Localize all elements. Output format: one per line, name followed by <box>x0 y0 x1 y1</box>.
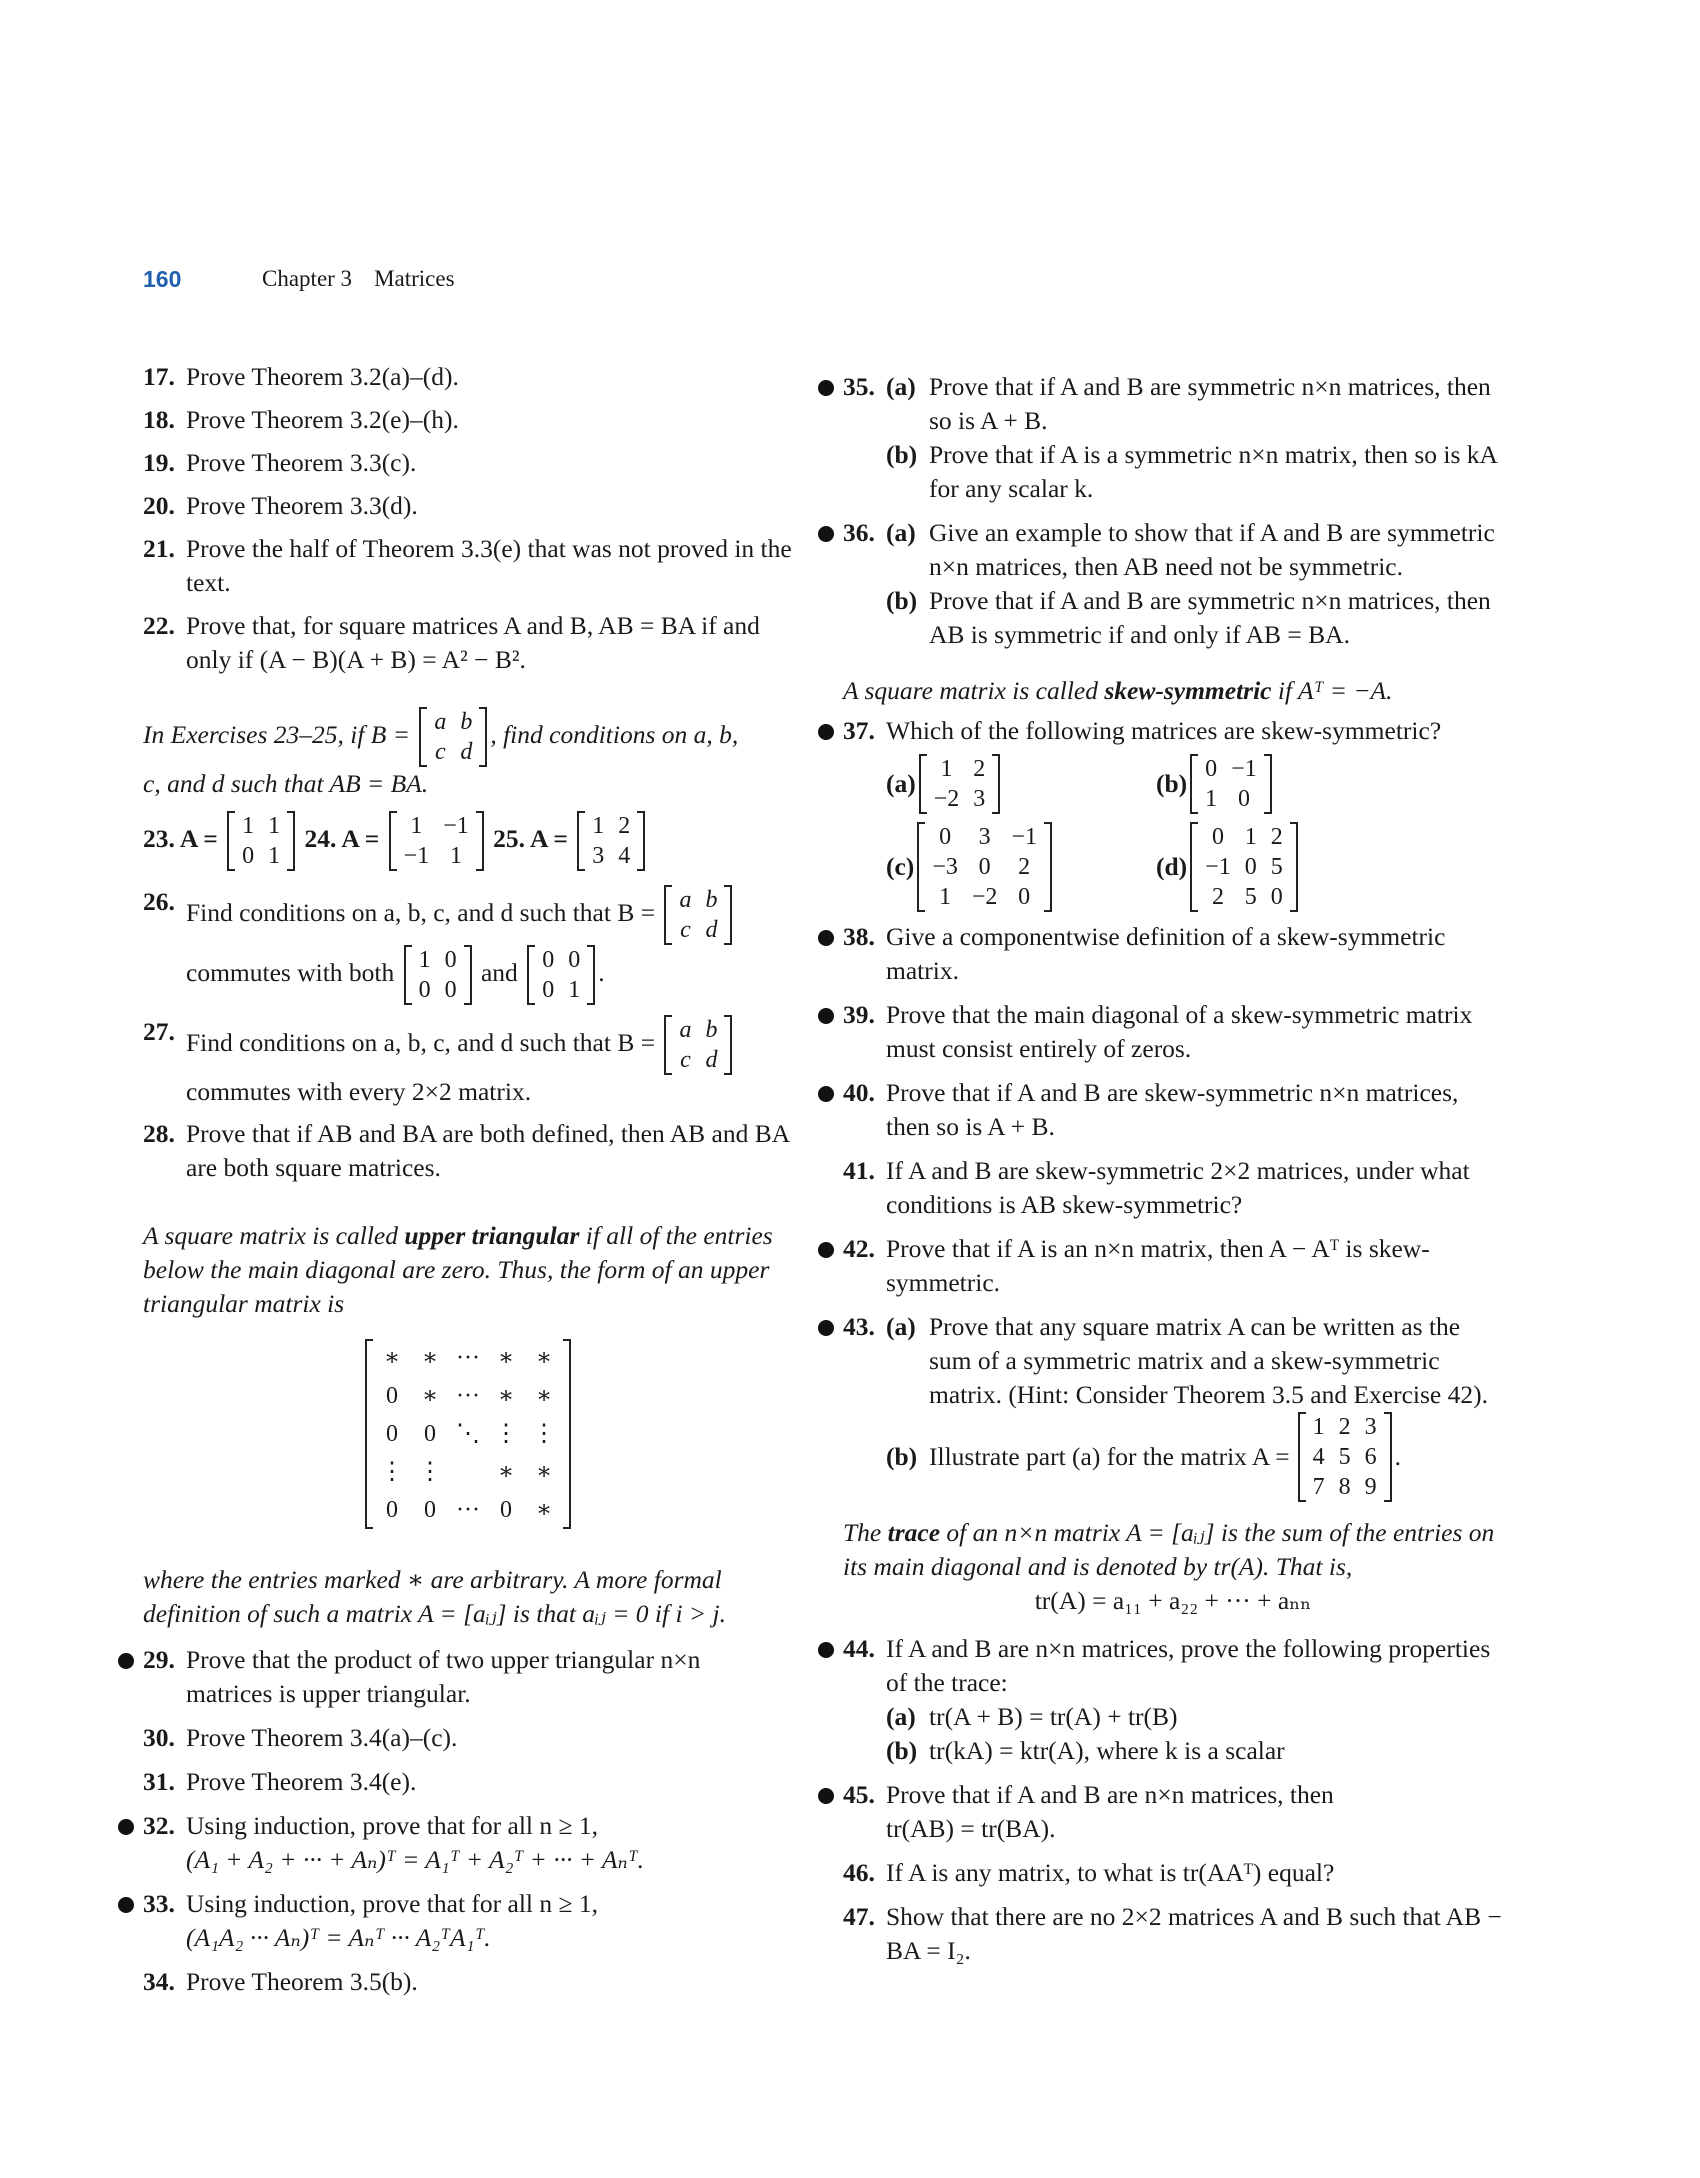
matrix-cell: 1 <box>592 813 605 839</box>
matrix-26b <box>527 945 595 1005</box>
matrix-37d-table <box>1198 822 1290 912</box>
upper-triangular-definition <box>143 1219 793 1321</box>
matrix-cell: 5 <box>1244 884 1257 910</box>
exercise-text: If A and B are n×n matrices, prove the following properties of the trace: <box>886 1634 1491 1697</box>
intro-text: c, and d such that AB = BA. <box>143 769 429 798</box>
exercise-number: 47. <box>843 1902 875 1931</box>
matrix-37b <box>1190 754 1272 814</box>
exercise-38 <box>843 920 1503 988</box>
exercise-number: 29. <box>143 1645 175 1674</box>
matrix-cell: 7 <box>1312 1474 1325 1500</box>
matrix-cell: ··· <box>456 1345 480 1371</box>
exercise-text: Prove Theorem 3.3(d). <box>186 491 418 520</box>
matrix-37a-table <box>927 754 993 814</box>
exercise-number: 34. <box>143 1967 175 1996</box>
part-text: tr(kA) = ktr(A), where k is a scalar <box>929 1736 1285 1765</box>
part-text: Prove that any square matrix A can be written as the sum of a symmetric matrix and a skew-symmetric matrix. (Hint: Consider Theorem 3.5 and Exercise 42). <box>929 1312 1488 1409</box>
exercise-35 <box>843 370 1503 506</box>
exercise-number: 45. <box>843 1780 875 1809</box>
matrix-cell: ⋮ <box>494 1421 518 1447</box>
matrix-cell: 0 <box>939 824 952 850</box>
exercise-number: 38. <box>843 922 875 951</box>
exercise-number: 43. <box>843 1312 875 1341</box>
matrix-26a-table <box>412 945 464 1005</box>
part-label: (a) <box>886 1702 916 1731</box>
matrix-cell: 1 <box>242 813 255 839</box>
matrix-cell: −3 <box>932 854 958 880</box>
exercise-21 <box>143 532 793 600</box>
exercise-number: 32. <box>143 1811 175 1840</box>
matrix-cell: 3 <box>592 843 605 869</box>
definition-term: upper triangular <box>404 1221 580 1250</box>
matrix-cell: −1 <box>1011 824 1037 850</box>
matrix-cell: b <box>460 709 473 735</box>
matrix-cell <box>449 1453 487 1491</box>
exercise-text: Prove that if A and B are n×n matrices, then <box>886 1780 1334 1809</box>
definition-text: A square matrix is called <box>843 676 1098 705</box>
matrix-cell: 0 <box>1205 756 1218 782</box>
exercise-36b <box>886 584 1503 652</box>
part-text: tr(A + B) = tr(A) + tr(B) <box>929 1702 1178 1731</box>
exercise-formula: (A₁ + A₂ + ··· + Aₙ)ᵀ = A₁ᵀ + A₂ᵀ + ··· + Aₙᵀ. <box>186 1845 644 1874</box>
matrix-cell: c <box>680 917 691 943</box>
exercise-text: If A is any matrix, to what is tr(AAᵀ) equal? <box>886 1858 1335 1887</box>
matrix-cell: 0 <box>418 977 431 1003</box>
exercise-29 <box>143 1643 793 1711</box>
matrix-cell: d <box>705 917 718 943</box>
matrix-cell: ⋱ <box>456 1421 480 1447</box>
bullet-icon <box>818 1320 834 1336</box>
part-label: (b) <box>886 1442 918 1471</box>
bullet-icon <box>818 724 834 740</box>
matrix-cell: ∗ <box>421 1383 439 1409</box>
exercise-text: Give a componentwise definition of a skew-symmetric matrix. <box>886 922 1446 985</box>
matrix-b-table <box>672 1015 724 1075</box>
exercise-number: 27. <box>143 1017 175 1046</box>
exercise-24-label: 24. A = <box>304 823 380 853</box>
part-label: (d) <box>1156 852 1188 881</box>
upper-triangular-table <box>373 1339 563 1529</box>
exercise-37 <box>843 714 1503 748</box>
right-column <box>843 370 1503 1968</box>
part-text: Prove that if A and B are symmetric n×n matrices, then so is A + B. <box>929 372 1491 435</box>
exercise-27 <box>143 1015 793 1109</box>
exercise-30 <box>143 1721 793 1755</box>
matrix-cell: 1 <box>939 884 952 910</box>
part-label: (a) <box>886 372 916 401</box>
matrix-cell: 0 <box>1270 884 1283 910</box>
matrix-43 <box>1298 1412 1392 1502</box>
matrix-cell: 0 <box>424 1497 436 1523</box>
matrix-25 <box>577 811 645 871</box>
part-label: (b) <box>886 1736 918 1765</box>
exercise-number: 46. <box>843 1858 875 1887</box>
part-text: Give an example to show that if A and B are symmetric n×n matrices, then AB need not be symmetric. <box>929 518 1495 581</box>
exercise-number: 18. <box>143 405 175 434</box>
matrix-cell: −1 <box>1205 854 1231 880</box>
matrix-row <box>886 754 1503 814</box>
matrix-cell: 0 <box>386 1497 398 1523</box>
matrix-b-table <box>672 885 724 945</box>
matrix-25-table <box>585 811 637 871</box>
exercise-number: 44. <box>843 1634 875 1663</box>
definition-text: if Aᵀ = −A. <box>1277 676 1393 705</box>
definition-term: trace <box>887 1518 941 1547</box>
matrix-cell: c <box>435 739 446 765</box>
exercise-text: Prove Theorem 3.4(a)–(c). <box>186 1723 458 1752</box>
part-label: (a) <box>886 769 916 798</box>
matrix-23 <box>227 811 295 871</box>
bullet-icon <box>818 1008 834 1024</box>
exercise-32 <box>143 1809 793 1877</box>
matrix-cell: ∗ <box>535 1497 553 1523</box>
matrix-cell: 2 <box>1211 884 1224 910</box>
matrix-cell: ··· <box>456 1497 480 1523</box>
matrix-cell: a <box>679 887 692 913</box>
matrix-row <box>886 822 1503 912</box>
exercise-text: Using induction, prove that for all n ≥ 1, <box>186 1811 599 1840</box>
exercise-text: Prove that if A is an n×n matrix, then A − Aᵀ is skew-symmetric. <box>886 1234 1430 1297</box>
exercise-text: Prove Theorem 3.4(e). <box>186 1767 417 1796</box>
matrix-cell: 1 <box>268 813 281 839</box>
exercise-text: If A and B are skew-symmetric 2×2 matrices, under what conditions is AB skew-symmetric? <box>886 1156 1470 1219</box>
matrix-b <box>664 885 732 945</box>
exercise-47 <box>843 1900 1503 1968</box>
bullet-icon <box>818 930 834 946</box>
bullet-icon <box>118 1653 134 1669</box>
matrix-cell: 0 <box>444 977 457 1003</box>
exercise-text: Find conditions on a, b, c, and d such that B = <box>186 897 656 927</box>
matrix-cell: 0 <box>386 1383 398 1409</box>
chapter-label: Chapter 3 <box>262 266 353 291</box>
matrix-cell: 2 <box>1270 824 1283 850</box>
matrix-cell: ··· <box>456 1383 480 1409</box>
intro-text: , find conditions on a, b, <box>490 719 739 749</box>
matrix-37a <box>919 754 1001 814</box>
exercise-number: 36. <box>843 518 875 547</box>
matrix-cell: 0 <box>242 843 255 869</box>
exercise-number: 21. <box>143 534 175 563</box>
matrix-cell: 1 <box>418 947 431 973</box>
matrix-cell: 3 <box>978 824 991 850</box>
upper-triangular-matrix <box>365 1339 571 1529</box>
exercise-text: Prove that, for square matrices A and B, AB = BA if and only if (A − B)(A + B) = A² − B². <box>186 611 760 674</box>
exercise-number: 19. <box>143 448 175 477</box>
exercise-number: 28. <box>143 1119 175 1148</box>
matrix-cell: 0 <box>542 947 555 973</box>
exercise-36 <box>843 516 1503 652</box>
matrix-cell: 0 <box>444 947 457 973</box>
exercise-text: Prove that the main diagonal of a skew-symmetric matrix must consist entirely of zeros. <box>886 1000 1473 1063</box>
exercise-44b <box>886 1734 1503 1768</box>
matrix-cell: c <box>680 1047 691 1073</box>
part-label: (c) <box>886 852 915 881</box>
matrix-cell: 0 <box>386 1421 398 1447</box>
exercise-number: 40. <box>843 1078 875 1107</box>
part-text: Prove that if A is a symmetric n×n matrix, then so is kA for any scalar k. <box>929 440 1497 503</box>
matrix-b <box>419 707 487 767</box>
matrix-cell: 1 <box>410 813 423 839</box>
matrix-37c <box>917 822 1052 912</box>
matrix-cell: 9 <box>1364 1474 1377 1500</box>
bullet-icon <box>818 1086 834 1102</box>
trace-formula: tr(A) = a₁₁ + a₂₂ + ··· + aₙₙ <box>1034 1586 1312 1615</box>
matrix-23-table <box>235 811 287 871</box>
exercise-35b <box>886 438 1503 506</box>
matrix-cell: ∗ <box>383 1345 401 1371</box>
exercise-text: Prove that if AB and BA are both defined, then AB and BA are both square matrices. <box>186 1119 789 1182</box>
matrix-cell: ∗ <box>421 1345 439 1371</box>
exercise-46 <box>843 1856 1503 1890</box>
matrix-37b-table <box>1198 754 1264 814</box>
matrix-cell: −2 <box>933 786 960 812</box>
definition-text: of an n×n matrix A = [aᵢⱼ] is the sum of the entries on its main diagonal and is denoted by tr(A). That is, <box>843 1518 1495 1581</box>
exercise-35a <box>886 370 1503 438</box>
matrix-cell: 5 <box>1338 1444 1351 1470</box>
exercise-number: 33. <box>143 1889 175 1918</box>
exercise-45 <box>843 1778 1503 1846</box>
matrix-cell: 4 <box>618 843 631 869</box>
bullet-icon <box>118 1897 134 1913</box>
matrix-cell: 1 <box>940 756 953 782</box>
page-number: 160 <box>143 266 182 292</box>
matrix-cell: 3 <box>973 786 986 812</box>
matrix-cell: 0 <box>500 1497 512 1523</box>
exercise-25-label: 25. A = <box>493 823 568 853</box>
part-label: (b) <box>1156 769 1188 798</box>
exercise-text: Prove the half of Theorem 3.3(e) that was not proved in the text. <box>186 534 792 597</box>
matrix-cell: 0 <box>424 1421 436 1447</box>
exercise-formula: tr(AB) = tr(BA). <box>886 1814 1056 1843</box>
part-label: (a) <box>886 1312 916 1341</box>
exercise-number: 37. <box>843 716 875 745</box>
exercise-number: 26. <box>143 887 175 916</box>
left-column <box>143 360 793 1999</box>
matrix-cell: 2 <box>1338 1414 1351 1440</box>
exercise-36a <box>886 516 1503 584</box>
matrix-cell: 1 <box>568 977 581 1003</box>
exercise-number: 42. <box>843 1234 875 1263</box>
matrix-cell: 0 <box>542 977 555 1003</box>
matrix-cell: ⋮ <box>380 1459 404 1485</box>
exercise-37-matrices <box>843 754 1503 912</box>
exercise-text: Using induction, prove that for all n ≥ 1, <box>186 1889 599 1918</box>
bullet-icon <box>118 1819 134 1835</box>
skew-symmetric-definition <box>843 674 1503 708</box>
matrix-cell: b <box>705 887 718 913</box>
matrix-cell: d <box>705 1047 718 1073</box>
exercise-text: and <box>480 957 518 987</box>
matrix-24 <box>389 811 484 871</box>
exercise-40 <box>843 1076 1503 1144</box>
intro-text: In Exercises 23–25, if B = <box>143 719 410 749</box>
matrix-cell: 3 <box>1364 1414 1377 1440</box>
exercise-number: 35. <box>843 372 875 401</box>
matrix-37d <box>1190 822 1298 912</box>
exercise-39 <box>843 998 1503 1066</box>
bullet-icon <box>818 1242 834 1258</box>
exercise-text: Prove that if A and B are skew-symmetric n×n matrices, then so is A + B. <box>886 1078 1459 1141</box>
matrix-cell: 8 <box>1338 1474 1351 1500</box>
part-label: (a) <box>886 518 916 547</box>
bullet-icon <box>818 526 834 542</box>
exercise-number: 31. <box>143 1767 175 1796</box>
matrix-37c-wrap <box>886 822 1156 912</box>
matrix-cell: b <box>705 1017 718 1043</box>
exercise-33 <box>143 1887 793 1955</box>
exercise-28 <box>143 1117 793 1185</box>
matrix-cell: 5 <box>1270 854 1283 880</box>
matrix-cell: 2 <box>1018 854 1031 880</box>
matrix-37d-wrap <box>1156 822 1301 912</box>
matrix-cell: −2 <box>971 884 998 910</box>
exercise-number: 30. <box>143 1723 175 1752</box>
matrix-cell: 0 <box>1018 884 1031 910</box>
matrix-cell: 2 <box>618 813 631 839</box>
matrix-37b-wrap <box>1156 754 1275 814</box>
matrix-cell: 1 <box>1205 786 1218 812</box>
matrix-cell: 6 <box>1364 1444 1377 1470</box>
exercise-text: commutes with both <box>186 957 395 987</box>
matrix-cell: ∗ <box>497 1459 515 1485</box>
matrix-cell: 4 <box>1312 1444 1325 1470</box>
exercise-44 <box>843 1632 1503 1768</box>
matrix-cell: 1 <box>1312 1414 1325 1440</box>
matrix-cell: 1 <box>449 843 462 869</box>
bullet-icon <box>818 1788 834 1804</box>
matrix-cell: −1 <box>443 813 469 839</box>
matrix-43-table <box>1306 1412 1384 1502</box>
exercise-number: 20. <box>143 491 175 520</box>
matrix-cell: a <box>679 1017 692 1043</box>
matrix-24-table <box>397 811 476 871</box>
exercise-number: 39. <box>843 1000 875 1029</box>
trace-definition <box>843 1516 1503 1618</box>
exercise-text: Which of the following matrices are skew-symmetric? <box>886 716 1442 745</box>
exercise-17 <box>143 360 793 394</box>
exercise-43b: (b) Illustrate part (a) for the matrix A = 1 2 3 4 5 6 7 8 9 . <box>886 1414 1402 1500</box>
exercises-23-25 <box>143 811 793 871</box>
chapter-title: Matrices <box>374 266 455 291</box>
matrix-cell: −1 <box>403 843 430 869</box>
exercise-text: Show that there are no 2×2 matrices A and B such that AB − BA = I₂. <box>886 1902 1502 1965</box>
matrix-26b-table <box>535 945 587 1005</box>
part-text: Illustrate part (a) for the matrix A = <box>929 1442 1290 1471</box>
exercise-23-label: 23. A = <box>143 823 218 853</box>
exercise-number: 17. <box>143 362 175 391</box>
matrix-b <box>664 1015 732 1075</box>
matrix-cell: 1 <box>268 843 281 869</box>
matrix-cell: 0 <box>568 947 581 973</box>
exercise-22 <box>143 609 793 677</box>
upper-triangular-formal: where the entries marked ∗ are arbitrary. A more formal definition of such a matrix A = [aᵢⱼ] is that aᵢⱼ = 0 if i > j. <box>143 1565 726 1628</box>
matrix-cell: ∗ <box>535 1459 553 1485</box>
bullet-icon <box>818 1642 834 1658</box>
matrix-cell: ⋮ <box>532 1421 556 1447</box>
definition-text: The <box>843 1518 882 1547</box>
exercise-20 <box>143 489 793 523</box>
exercise-44a <box>886 1700 1503 1734</box>
matrix-cell: 1 <box>1244 824 1257 850</box>
part-text: Prove that if A and B are symmetric n×n matrices, then AB is symmetric if and only if AB = BA. <box>929 586 1491 649</box>
definition-text: A square matrix is called <box>143 1221 398 1250</box>
matrix-cell: a <box>434 709 447 735</box>
matrix-cell: ∗ <box>497 1345 515 1371</box>
exercise-43 <box>843 1310 1503 1502</box>
matrix-cell: 0 <box>1244 854 1257 880</box>
exercise-34 <box>143 1965 793 1999</box>
bullet-icon <box>818 380 834 396</box>
definition-term: skew-symmetric <box>1104 676 1272 705</box>
exercise-41 <box>843 1154 1503 1222</box>
part-label: (b) <box>886 586 918 615</box>
matrix-cell: ⋮ <box>418 1459 442 1485</box>
matrix-b-table <box>427 707 479 767</box>
exercise-text: commutes with every 2×2 matrix. <box>186 1077 532 1106</box>
running-head <box>262 266 455 292</box>
exercise-text: Find conditions on a, b, c, and d such that B = <box>186 1027 656 1057</box>
exercise-number: 41. <box>843 1156 875 1185</box>
matrix-cell: 0 <box>1237 786 1250 812</box>
matrix-cell: −1 <box>1231 756 1257 782</box>
exercise-text: Prove that the product of two upper triangular n×n matrices is upper triangular. <box>186 1645 701 1708</box>
exercise-text: Prove Theorem 3.2(e)–(h). <box>186 405 459 434</box>
exercise-text: Prove Theorem 3.2(a)–(d). <box>186 362 459 391</box>
exercise-18 <box>143 403 793 437</box>
part-label: (b) <box>886 440 918 469</box>
matrix-cell: ∗ <box>535 1345 553 1371</box>
matrix-cell: 0 <box>978 854 991 880</box>
exercise-26: 26. Find conditions on a, b, c, and d such that B = a b c d commutes with both 1 0 0 0 and 0 0 0 1 . <box>143 885 793 1005</box>
matrix-cell: 2 <box>973 756 986 782</box>
definition-text: if all of the entries below the main diagonal are zero. Thus, the form of an upper triangular matrix is <box>143 1221 773 1318</box>
exercise-number: 22. <box>143 611 175 640</box>
matrix-cell: 0 <box>1211 824 1224 850</box>
matrix-cell: d <box>460 739 473 765</box>
matrix-37c-table <box>925 822 1044 912</box>
matrix-cell: ∗ <box>535 1383 553 1409</box>
exercise-formula: (A₁A₂ ··· Aₙ)ᵀ = Aₙᵀ ··· A₂ᵀA₁ᵀ. <box>186 1923 491 1952</box>
matrix-26a <box>404 945 472 1005</box>
exercise-23-25-intro <box>143 707 793 801</box>
matrix-37a-wrap <box>886 754 1156 814</box>
exercise-31 <box>143 1765 793 1799</box>
exercise-text: Prove Theorem 3.3(c). <box>186 448 417 477</box>
upper-triangular-matrix-wrap <box>143 1339 793 1529</box>
exercise-42 <box>843 1232 1503 1300</box>
exercise-43a <box>886 1310 1503 1412</box>
exercise-19 <box>143 446 793 480</box>
matrix-cell: ∗ <box>497 1383 515 1409</box>
exercise-text: Prove Theorem 3.5(b). <box>186 1967 418 1996</box>
